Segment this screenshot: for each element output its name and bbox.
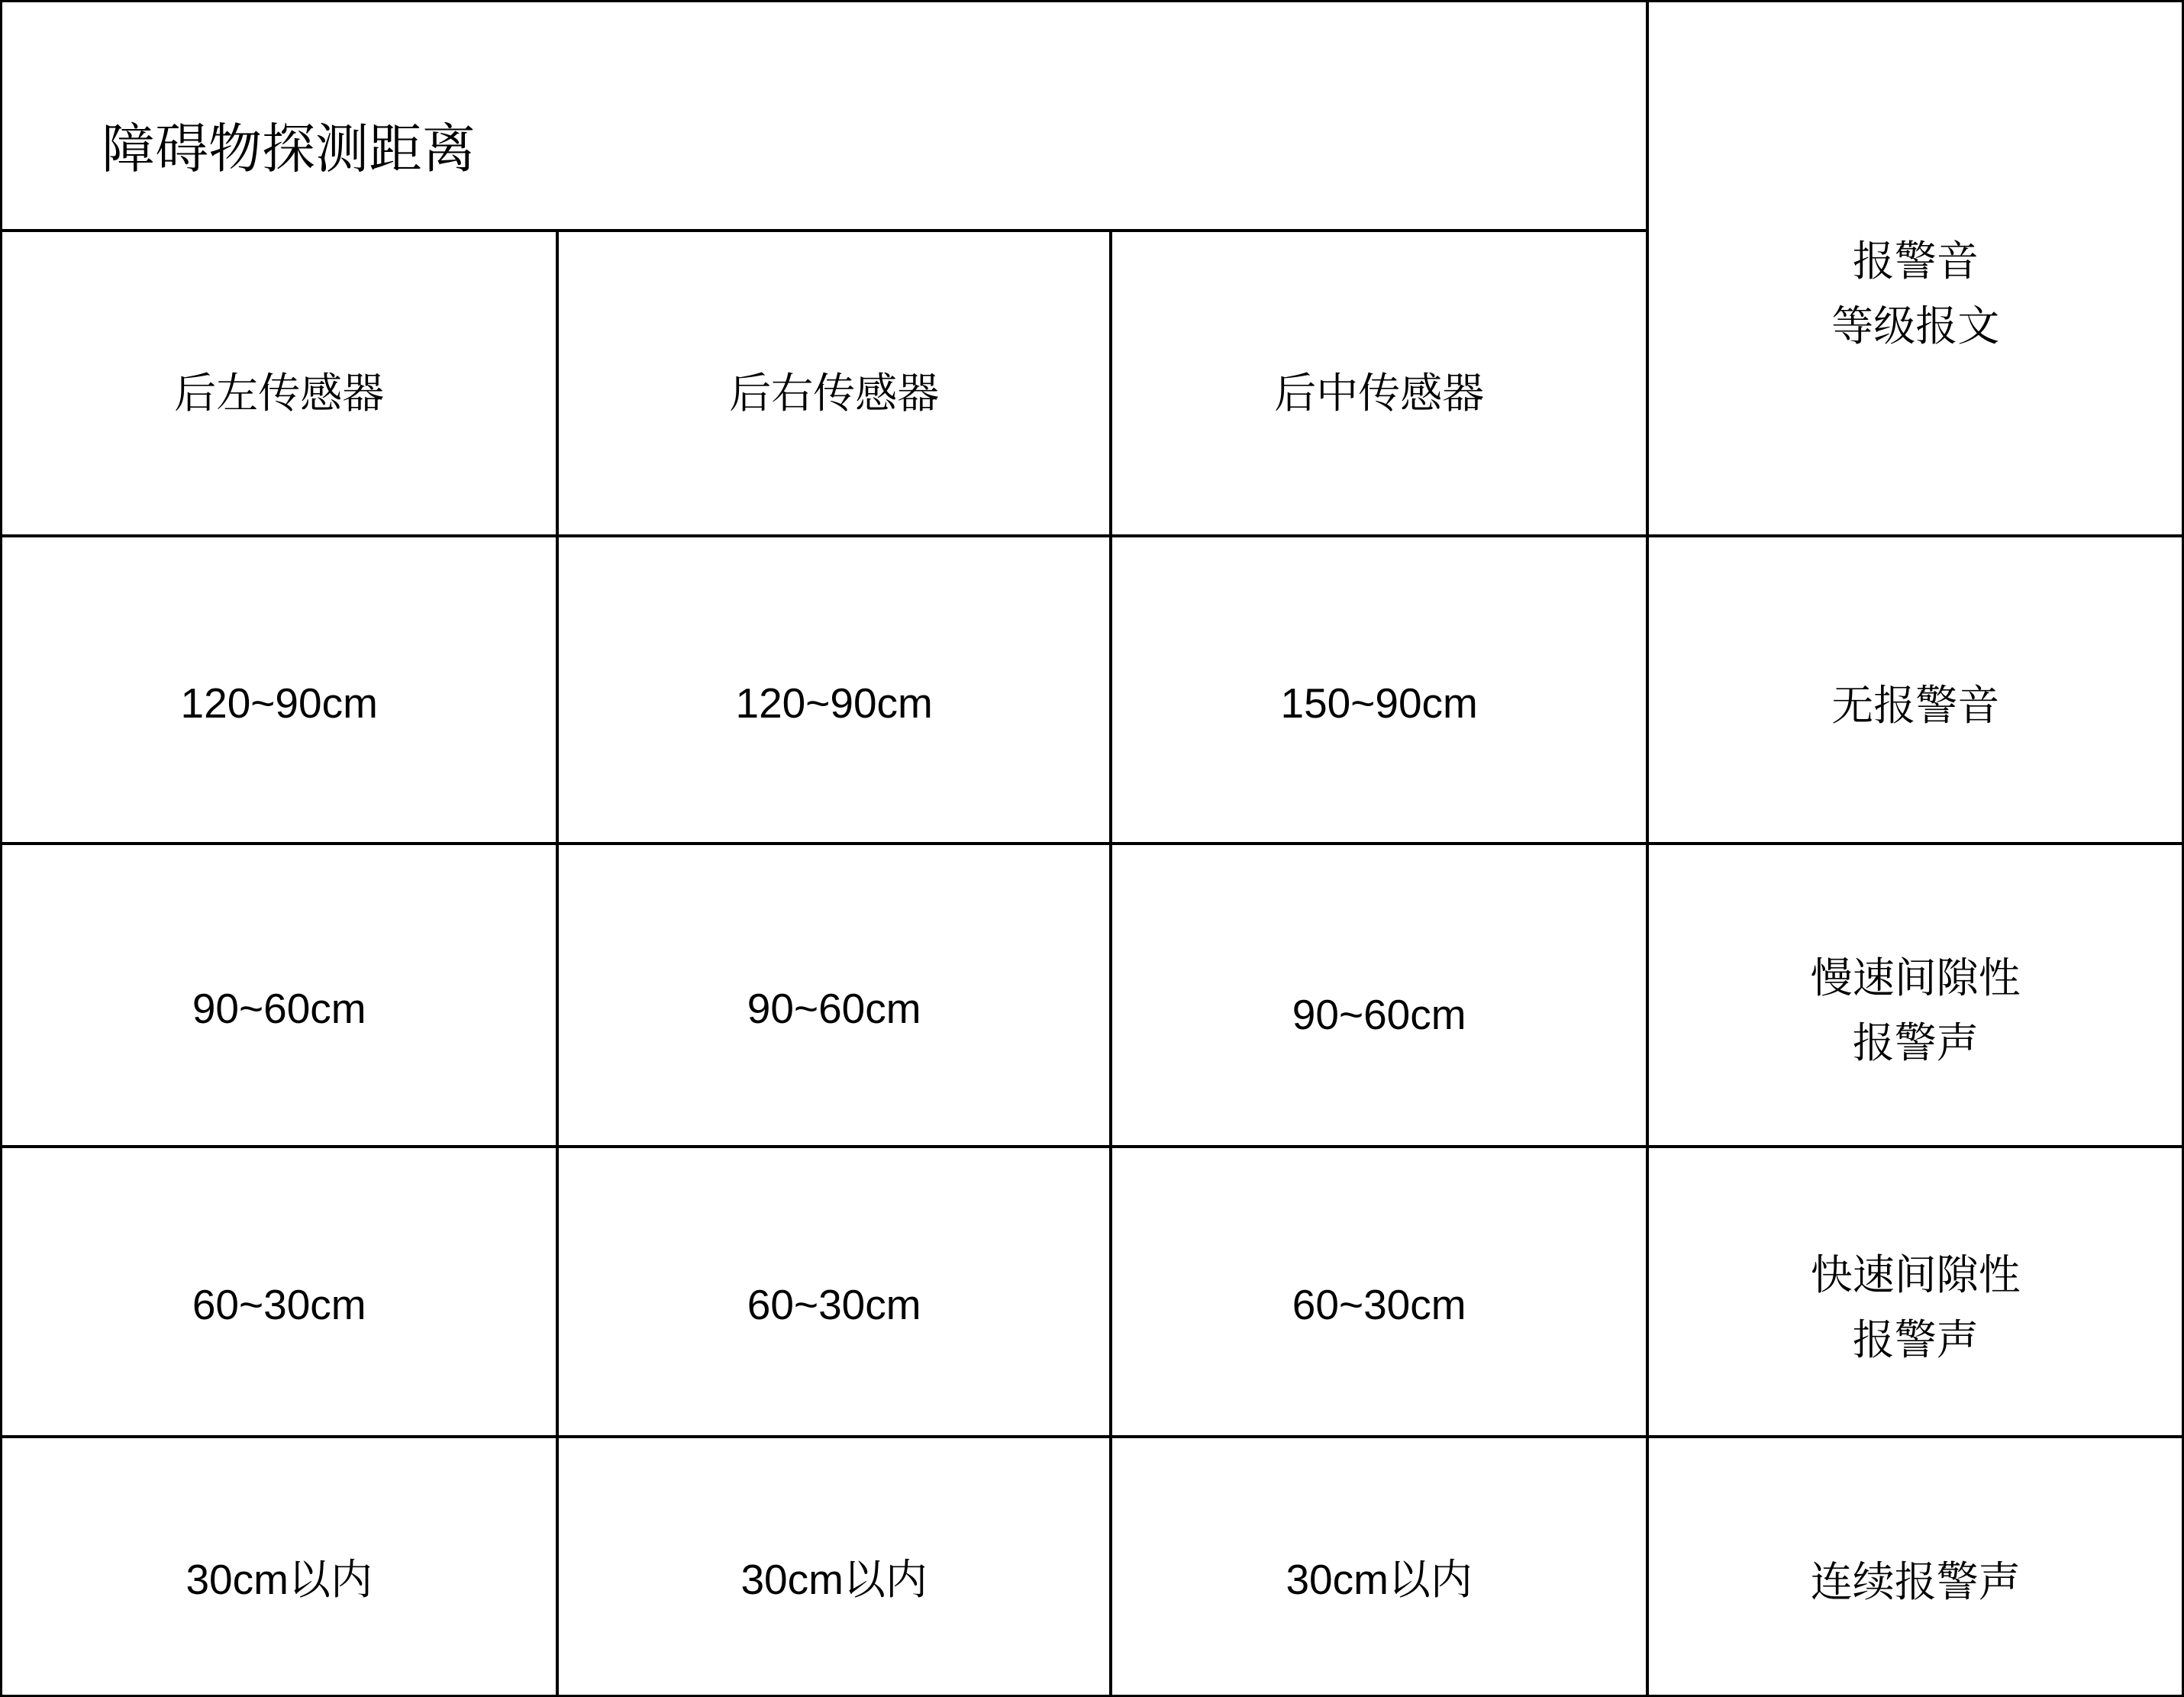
- table-title: 障碍物探测距离: [102, 118, 476, 179]
- alarm-level-header-line-2: 等级报文: [1831, 302, 2000, 350]
- cell-row2-rear-right: [559, 845, 1111, 1148]
- cell-row3-rear-left-value: 60~30cm: [192, 1281, 366, 1329]
- cell-row4-alarm-line-1: 连续报警声: [1810, 1558, 2021, 1606]
- cell-row2-rear-left: [2, 845, 559, 1148]
- cell-row4-rear-right-value: 30cm以内: [740, 1556, 927, 1604]
- cell-row3-rear-right: [559, 1148, 1111, 1438]
- alarm-level-header-cell: [1649, 2, 2182, 537]
- cell-row2-alarm-line-1: 慢速间隙性: [1810, 954, 2021, 1002]
- cell-row2-rear-center-value: 90~60cm: [1292, 990, 1466, 1038]
- cell-row4-rear-left-value: 30cm以内: [185, 1556, 373, 1604]
- cell-row3-alarm-line-1: 快速间隙性: [1810, 1250, 2021, 1299]
- cell-row1-alarm-line-1: 无报警音: [1831, 681, 2000, 729]
- cell-row3-rear-center-value: 60~30cm: [1292, 1281, 1466, 1329]
- cell-row2-alarm-line-2: 报警声: [1852, 1019, 1979, 1067]
- cell-row1-rear-left-value: 120~90cm: [180, 679, 378, 727]
- cell-row4-rear-center-value: 30cm以内: [1286, 1556, 1473, 1604]
- cell-row2-rear-center: [1112, 845, 1650, 1148]
- cell-row2-rear-right-value: 90~60cm: [747, 984, 921, 1032]
- cell-row3-rear-right-value: 60~30cm: [747, 1281, 921, 1329]
- cell-row1-rear-center: [1112, 537, 1650, 845]
- cell-row4-rear-right: [559, 1438, 1111, 1695]
- cell-row4-alarm: [1649, 1438, 2182, 1695]
- alarm-level-header-line-1: 报警音: [1852, 237, 1979, 285]
- header-rear-right-sensor: [559, 232, 1111, 537]
- cell-row1-alarm: [1649, 537, 2182, 845]
- cell-row1-rear-left: [2, 537, 559, 845]
- header-rear-left-sensor-label: 后左传感器: [174, 369, 385, 417]
- cell-row3-alarm: [1649, 1148, 2182, 1438]
- header-rear-right-sensor-label: 后右传感器: [729, 369, 940, 417]
- cell-row1-rear-right: [559, 537, 1111, 845]
- cell-row2-alarm: [1649, 845, 2182, 1148]
- cell-row4-rear-center: [1112, 1438, 1650, 1695]
- header-rear-center-sensor-label: 后中传感器: [1274, 369, 1485, 417]
- cell-row3-alarm-line-2: 报警声: [1852, 1315, 1979, 1363]
- cell-row4-rear-left: [2, 1438, 559, 1695]
- cell-row1-rear-right-value: 120~90cm: [735, 679, 933, 727]
- table-title-cell: [2, 2, 1649, 232]
- cell-row3-rear-center: [1112, 1148, 1650, 1438]
- cell-row3-rear-left: [2, 1148, 559, 1438]
- header-rear-center-sensor: [1112, 232, 1650, 537]
- cell-row2-rear-left-value: 90~60cm: [192, 984, 366, 1032]
- header-rear-left-sensor: [2, 232, 559, 537]
- cell-row1-rear-center-value: 150~90cm: [1280, 679, 1478, 727]
